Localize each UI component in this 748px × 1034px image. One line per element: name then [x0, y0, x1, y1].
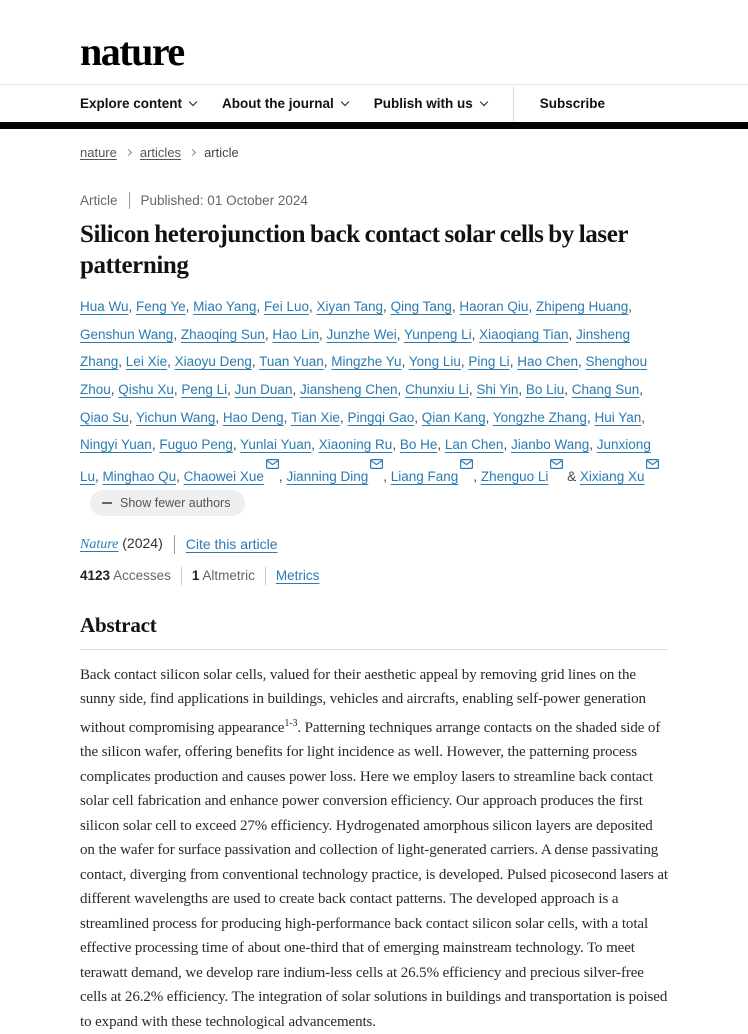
journal-link[interactable]: Nature [80, 537, 119, 553]
author-separator: , [578, 354, 586, 370]
author-separator: , [339, 409, 348, 425]
author-separator: , [397, 382, 406, 398]
journal-divider [174, 535, 175, 554]
author-separator: , [628, 299, 633, 314]
author-link[interactable]: Fuguo Peng [159, 437, 233, 453]
metrics-link[interactable]: Metrics [275, 568, 320, 584]
email-icon[interactable] [550, 466, 563, 478]
author-separator: , [215, 409, 223, 425]
chevron-down-icon [341, 98, 349, 106]
article-title: Silicon heterojunction back contact solar cells by laser patterning [80, 221, 628, 279]
primary-nav [0, 84, 748, 122]
email-icon[interactable] [370, 466, 383, 478]
author-link[interactable]: Ping Li [468, 354, 510, 370]
nav-publish-with-us-label: Publish with us [373, 96, 473, 111]
author-link[interactable]: Ningyi Yuan [80, 437, 152, 453]
header-accent-bar [0, 122, 748, 129]
author-separator: , [232, 437, 241, 453]
citation-reference-link[interactable]: 1-3 [284, 717, 298, 729]
accesses-metric [80, 568, 171, 583]
breadcrumb-link-articles[interactable]: articles [139, 145, 182, 160]
author-separator: , [641, 409, 646, 425]
masthead [0, 0, 748, 84]
author-separator: , [460, 354, 469, 370]
author-separator: , [471, 326, 480, 342]
nav-about-the-journal-label: About the journal [222, 96, 334, 111]
author-separator: , [396, 326, 405, 342]
author-link[interactable]: Yunpeng Li [404, 326, 472, 342]
author-link[interactable]: Miao Yang [193, 299, 257, 314]
author-separator: , [278, 468, 287, 484]
email-icon[interactable] [460, 466, 473, 478]
author-link[interactable]: Peng Li [181, 382, 228, 398]
author-link[interactable]: Xiaoqiang Tian [479, 326, 569, 342]
author-separator: , [167, 354, 175, 370]
nav-explore-content[interactable] [80, 96, 196, 111]
author-separator: , [173, 382, 182, 398]
author-link[interactable]: Bo He [399, 437, 438, 453]
author-link[interactable]: Qiao Su [80, 409, 129, 425]
site-header [0, 0, 748, 129]
cite-this-article-link[interactable]: Cite this article [185, 536, 278, 553]
accesses-label: Accesses [113, 568, 171, 584]
author-link[interactable]: Junzhe Wei [326, 326, 397, 342]
author-separator: , [256, 299, 264, 314]
author-link[interactable]: Jun Duan [234, 382, 293, 398]
altmetric-value: 1 [191, 568, 200, 584]
author-link[interactable]: Yunlai Yuan [240, 437, 312, 453]
article-meta [80, 192, 668, 209]
nav-divider [513, 86, 514, 122]
author-separator: , [185, 299, 194, 314]
authors-block [80, 293, 668, 519]
author-link[interactable]: Genshun Wang [80, 326, 174, 342]
nature-logo[interactable]: nature [80, 29, 184, 74]
author-separator: & [563, 468, 580, 484]
meta-divider [129, 192, 130, 209]
abstract-text [80, 663, 668, 1034]
author-link[interactable]: Tuan Yuan [259, 354, 324, 370]
metrics-divider [181, 567, 182, 585]
author-separator: , [95, 468, 103, 484]
author-separator: , [485, 409, 493, 425]
author-link[interactable]: Yongzhe Zhang [492, 409, 587, 425]
abstract-text-part2: . Patterning techniques arrange contacts on the shaded side of the silicon wafer, offering benefits for light incidence as well. However, the patterning process complicates production and causes power loss. Here we employ lasers to streamline back contact solar cell fabrication and enhance power conversion efficiency. Our approach produces the first silicon solar cell to exceed 27% efficiency. Hydrogenated amorphous silicon layers are deposited on the wafer for surface passivation and collection of light-generated carriers. A dense passivating contact, diverging from conventional technology practice, is developed. Pulsed picosecond lasers at different wavelengths are used to create back contact patterns. The developed approach is a streamlined process for producing high-performance back contact silicon solar cells, with a total effective processing time of about one-third that of emerging mainstream technology. To meet terawatt demand, we develop rare indium-less cells at 26.5% efficiency and precious silver-free cells at 26.2% efficiency. The integration of solar solutions in buildings and transportation is poised to expand with these technological advancements. [80, 719, 668, 1030]
journal-year: (2024) [122, 535, 163, 552]
author-link[interactable]: Chang Sun [571, 382, 640, 398]
author-link[interactable]: Yichun Wang [136, 409, 216, 425]
author-separator: , [118, 354, 126, 370]
author-link[interactable]: Xiaoyu Deng [174, 354, 252, 370]
chevron-right-icon [125, 148, 132, 155]
author-link[interactable]: Xiyan Tang [316, 299, 384, 314]
author-link[interactable]: Pingqi Gao [347, 409, 415, 425]
nav-explore-content-label: Explore content [80, 96, 183, 111]
metrics-divider [265, 567, 266, 585]
author-link[interactable]: Bo Liu [525, 382, 565, 398]
author-list [80, 299, 659, 484]
author-link[interactable]: Shi Yin [476, 382, 519, 398]
show-fewer-authors-button[interactable] [90, 490, 245, 516]
author-separator: , [251, 354, 260, 370]
email-icon[interactable] [646, 466, 659, 478]
abstract-heading: Abstract [80, 612, 157, 637]
author-separator: , [383, 468, 391, 484]
author-link[interactable]: Hua Wu [80, 299, 129, 314]
author-link[interactable]: Jianning Ding [286, 468, 369, 484]
author-link[interactable]: Haoran Qiu [459, 299, 529, 314]
author-separator: , [283, 409, 291, 425]
author-link[interactable]: Hao Chen [517, 354, 578, 370]
author-link[interactable]: Liang Fang [390, 468, 459, 484]
author-separator: , [383, 299, 391, 314]
author-link[interactable]: Xiaoning Ru [318, 437, 393, 453]
abstract-text-part1: Back contact silicon solar cells, valued for their aesthetic appeal by removing grid lines on the sunny side, find applications in buildings, vehicles and aircrafts, enabling self-power generation without compromising appearance [80, 666, 646, 736]
author-separator: , [451, 299, 460, 314]
chevron-down-icon [189, 98, 197, 106]
nav-about-the-journal[interactable] [222, 96, 348, 111]
author-separator: , [308, 299, 317, 314]
author-link[interactable]: Chunxiu Li [405, 382, 469, 398]
article-type-label: Article [80, 193, 118, 208]
author-separator: , [509, 354, 518, 370]
author-link[interactable]: Feng Ye [136, 299, 186, 314]
show-fewer-authors-label: Show fewer authors [120, 496, 231, 511]
author-separator: , [589, 437, 597, 453]
author-link[interactable]: Qing Tang [390, 299, 452, 314]
author-link[interactable]: Minghao Qu [102, 468, 177, 484]
author-separator: , [568, 326, 576, 342]
author-link[interactable]: Jinsheng Zhang [80, 326, 631, 370]
abstract-rule [80, 649, 668, 650]
author-separator: , [528, 299, 536, 314]
email-icon[interactable] [266, 466, 279, 478]
author-separator: , [151, 437, 160, 453]
article-page [0, 145, 748, 1034]
author-link[interactable]: Hao Lin [272, 326, 319, 342]
author-link[interactable]: Qishu Xu [118, 382, 174, 398]
breadcrumb-current: article [204, 145, 239, 160]
minus-icon [102, 502, 112, 504]
author-link[interactable]: Lan Chen [444, 437, 504, 453]
author-separator: , [311, 437, 319, 453]
author-separator: , [110, 382, 119, 398]
author-link[interactable]: Junxiong Lu [80, 437, 651, 484]
author-separator: , [173, 326, 181, 342]
author-separator: , [227, 382, 235, 398]
author-link[interactable]: Hao Deng [222, 409, 284, 425]
author-separator: , [437, 437, 445, 453]
author-link[interactable]: Zhipeng Huang [535, 299, 629, 314]
chevron-down-icon [480, 98, 488, 106]
author-link[interactable]: Xixiang Xu [579, 468, 645, 484]
author-link[interactable]: Hui Yan [594, 409, 642, 425]
author-separator: , [586, 409, 595, 425]
author-link[interactable]: Zhaoqing Sun [180, 326, 265, 342]
altmetric-label: Altmetric [202, 568, 255, 584]
author-link[interactable]: Mingzhe Yu [331, 354, 402, 370]
author-link[interactable]: Jiansheng Chen [299, 382, 398, 398]
breadcrumb [80, 145, 668, 160]
author-separator: , [503, 437, 511, 453]
author-separator: , [292, 382, 300, 398]
author-link[interactable]: Shenghou Zhou [80, 354, 648, 398]
author-separator: , [323, 354, 332, 370]
journal-ref [80, 535, 163, 553]
author-link[interactable]: Chaowei Xue [183, 468, 264, 484]
journal-citation-row [80, 535, 668, 554]
breadcrumb-link-nature[interactable]: nature [80, 145, 117, 160]
author-separator: , [318, 326, 327, 342]
metrics-row [80, 567, 668, 585]
author-link[interactable]: Zhenguo Li [480, 468, 549, 484]
author-separator: , [473, 468, 481, 484]
author-separator: , [564, 382, 572, 398]
abstract-section [80, 613, 668, 1034]
author-link[interactable]: Jianbo Wang [510, 437, 590, 453]
author-separator: , [176, 468, 184, 484]
author-separator: , [392, 437, 400, 453]
published-date: Published: 01 October 2024 [140, 193, 308, 208]
nav-subscribe[interactable]: Subscribe [539, 96, 606, 111]
author-link[interactable]: Tian Xie [290, 409, 340, 425]
nav-publish-with-us[interactable] [374, 96, 487, 111]
author-link[interactable]: Lei Xie [125, 354, 168, 370]
author-separator: , [518, 382, 526, 398]
accesses-value: 4123 [80, 568, 111, 584]
author-separator: , [401, 354, 409, 370]
author-separator: , [128, 409, 137, 425]
author-link[interactable]: Yong Liu [408, 354, 461, 370]
author-separator: , [468, 382, 477, 398]
author-separator: , [264, 326, 273, 342]
author-separator: , [414, 409, 422, 425]
author-link[interactable]: Fei Luo [263, 299, 309, 314]
chevron-right-icon [189, 148, 196, 155]
author-separator: , [128, 299, 137, 314]
altmetric-metric [192, 568, 255, 583]
author-link[interactable]: Qian Kang [421, 409, 486, 425]
author-separator: , [639, 382, 644, 398]
